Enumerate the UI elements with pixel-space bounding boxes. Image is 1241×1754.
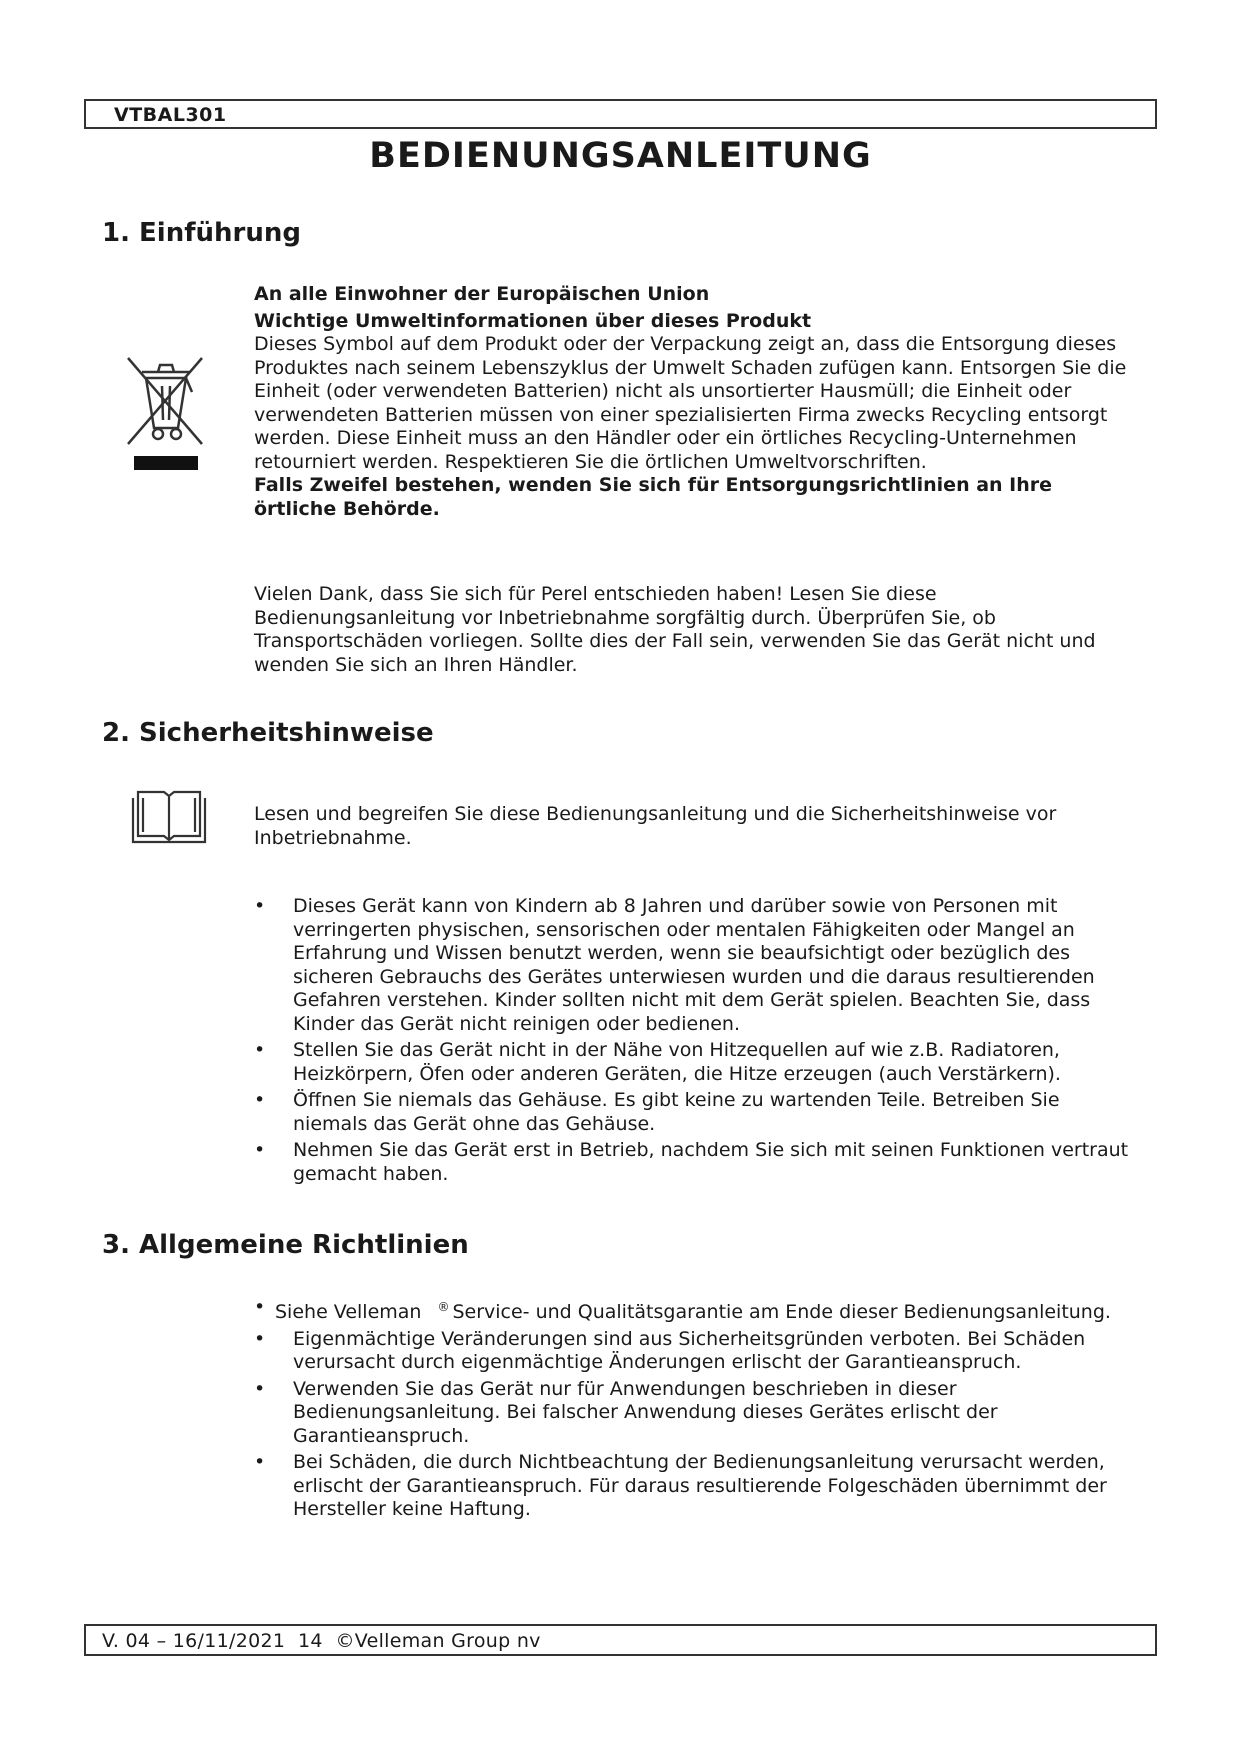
list-item-text: Nehmen Sie das Gerät erst in Betrieb, nachdem Sie sich mit seinen Funktionen vertraut gemacht haben. — [293, 1139, 1129, 1185]
list-item — [254, 1139, 1134, 1186]
list-item-text: Eigenmächtige Veränderungen sind aus Sicherheitsgründen verboten. Bei Schäden verursacht durch eigenmächtige Änderungen erlischt der Garantieanspruch. — [293, 1327, 1086, 1373]
page-title: BEDIENUNGSANLEITUNG — [369, 136, 872, 176]
list-item — [254, 1296, 1134, 1325]
open-book-icon — [130, 786, 208, 846]
read-instructions-text: Lesen und begreifen Sie diese Bedienungsanleitung und die Sicherheitshinweise vor Inbetriebnahme. — [254, 803, 1057, 849]
footer-box — [84, 1624, 1157, 1656]
footer-text — [102, 1630, 541, 1652]
env-text: Dieses Symbol auf dem Produkt oder der Verpackung zeigt an, dass die Entsorgung dieses Produktes nach seinem Lebenszyklus der Umwelt Schaden zufügen kann. Entsorgen Sie die Einheit (oder verwendeten Batterien) nicht als unsortierter Hausmüll; die Einheit oder verwendeten Batterien müssen von einer spezialisierten Firma zwecks Recycling entsorgt werden. Diese Einheit muss an den Händler oder ein örtliches Recycling-Unternehmen retourniert werden. Respektieren Sie die örtlichen Umweltvorschriften. — [254, 333, 1127, 473]
list-item-text: Siehe Velleman — [275, 1301, 422, 1323]
bullet-glyph: • — [254, 1139, 266, 1161]
bullet-glyph: • — [254, 1089, 266, 1111]
header-box — [84, 99, 1157, 129]
bullet-glyph: • — [254, 1451, 266, 1473]
list-item-text: Bei Schäden, die durch Nichtbeachtung der Bedienungsanleitung verursacht werden, erlischt der Garantieanspruch. Für daraus resultierende Folgeschäden übernimmt der Hersteller keine Haftung. — [293, 1451, 1107, 1520]
env-heading: Wichtige Umweltinformationen über dieses Produkt — [254, 309, 812, 332]
model-code: VTBAL301 — [114, 104, 227, 126]
section-heading-general: 3. Allgemeine Richtlinien — [102, 1230, 469, 1260]
registered-mark: ® — [437, 1300, 450, 1314]
bullet-glyph: • — [254, 1377, 266, 1400]
general-bullets — [254, 1296, 1134, 1522]
bullet-glyph: • — [254, 1327, 266, 1350]
list-item — [254, 1328, 1134, 1375]
list-item-text: Service- und Qualitätsgarantie am Ende dieser Bedienungsanleitung. — [452, 1301, 1111, 1323]
list-item — [254, 1378, 1134, 1449]
section-heading-intro: 1. Einführung — [102, 218, 301, 248]
bullet-glyph: • — [254, 1296, 266, 1318]
list-item-text: Dieses Gerät kann von Kindern ab 8 Jahren und darüber sowie von Personen mit verringerten physischen, sensorischen oder mentalen Fähigkeiten oder Mangel an Erfahrung und Wissen benutzt werden, wenn sie beaufsichtigt oder bezüglich des sicheren Gebrauchs des Gerätes unterwiesen wurden und die daraus resultierenden Gefahren verstehen. Kinder sollten nicht mit dem Gerät spielen. Beachten Sie, dass Kinder das Gerät nicht reinigen oder bedienen. — [293, 895, 1095, 1035]
list-item-text: Stellen Sie das Gerät nicht in der Nähe von Hitzequellen auf wie z.B. Radiatoren, Heizkörpern, Öfen oder anderen Geräten, die Hitze erzeugen (auch Verstärkern). — [293, 1039, 1061, 1085]
bullet-glyph: • — [254, 1039, 266, 1061]
list-item — [254, 1451, 1134, 1522]
footer-copyright: ©Velleman Group nv — [335, 1630, 541, 1652]
section-heading-safety: 2. Sicherheitshinweise — [102, 718, 434, 748]
list-item — [254, 895, 1134, 1036]
thanks-text: Vielen Dank, dass Sie sich für Perel entschieden haben! Lesen Sie diese Bedienungsanleitung vor Inbetriebnahme sorgfältig durch. Überprüfen Sie, ob Transportschäden vorliegen. Sollte dies der Fall sein, verwenden Sie das Gerät nicht und wenden Sie sich an Ihren Händler. — [254, 583, 1096, 676]
list-item — [254, 1089, 1134, 1136]
list-item-text: Verwenden Sie das Gerät nur für Anwendungen beschrieben in dieser Bedienungsanleitung. Bei falscher Anwendung dieses Gerätes erlischt der Garantieanspruch. — [293, 1377, 998, 1447]
bullet-glyph: • — [254, 895, 266, 917]
page-number: 14 — [297, 1630, 323, 1652]
intro-text-block — [254, 283, 1134, 521]
eu-heading: An alle Einwohner der Europäischen Union — [254, 283, 710, 305]
crossed-out-wheelie-bin-icon — [124, 352, 208, 478]
doubt-text: Falls Zweifel bestehen, wenden Sie sich für Entsorgungsrichtlinien an Ihre örtliche Behörde. — [254, 474, 1053, 520]
list-item-text: Öffnen Sie niemals das Gehäuse. Es gibt keine zu wartenden Teile. Betreiben Sie niemals das Gerät ohne das Gehäuse. — [293, 1089, 1060, 1135]
list-item — [254, 1039, 1134, 1086]
footer-version: V. 04 – 16/11/2021 — [102, 1630, 286, 1652]
safety-bullets — [254, 895, 1134, 1186]
